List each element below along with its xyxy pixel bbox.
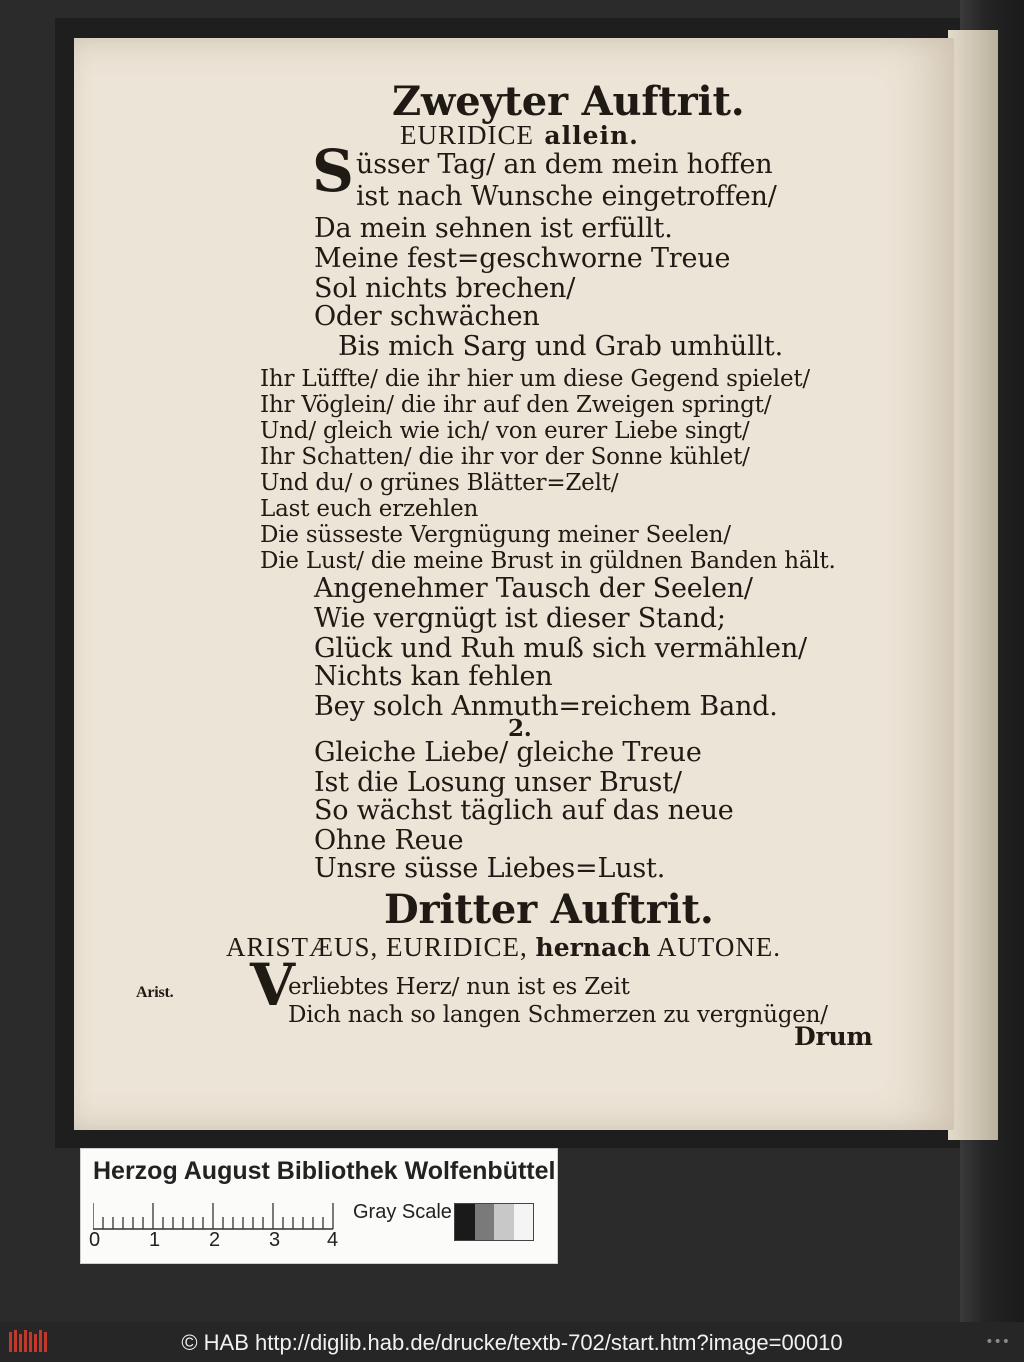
gray-swatch bbox=[494, 1204, 514, 1240]
scene2-cast-name: EURIDICE bbox=[400, 120, 534, 150]
verse-line: Angenehmer Tausch der Seelen/ bbox=[314, 573, 753, 604]
verse-line: üsser Tag/ an dem mein hoffen bbox=[356, 149, 773, 180]
catchword: Drum bbox=[794, 1022, 873, 1051]
gray-swatch bbox=[475, 1204, 495, 1240]
more-icon[interactable]: ••• bbox=[985, 1334, 1010, 1350]
scene3-cast-autone: AUTONE. bbox=[656, 932, 782, 962]
page-text bbox=[74, 38, 954, 1130]
ruler-label: 1 bbox=[149, 1229, 161, 1251]
ruler-label: 4 bbox=[327, 1229, 339, 1251]
scene3-cast-names: ARISTÆUS, EURIDICE, bbox=[226, 932, 528, 962]
ruler-scale bbox=[93, 1201, 343, 1231]
gray-swatch bbox=[455, 1204, 475, 1240]
scene3-cast-hernach: hernach bbox=[535, 933, 651, 962]
verse-line: Glück und Ruh muß sich vermählen/ bbox=[314, 633, 807, 664]
copyright-url[interactable]: © HAB http://diglib.hab.de/drucke/textb-702/start.htm?image=00010 bbox=[181, 1330, 843, 1355]
page-stack-edge bbox=[948, 30, 998, 1140]
verse-line: Die Lust/ die meine Brust in güldnen Banden hält. bbox=[260, 548, 836, 574]
verse-line: Nichts kan fehlen bbox=[314, 661, 553, 692]
verse-line: Gleiche Liebe/ gleiche Treue bbox=[314, 737, 702, 768]
verse-line: Meine fest=geschworne Treue bbox=[314, 243, 731, 274]
ruler-label: 2 bbox=[209, 1229, 221, 1251]
ruler-label: 0 bbox=[89, 1229, 101, 1251]
verse-line: Ihr Schatten/ die ihr vor der Sonne kühlet/ bbox=[260, 444, 750, 470]
verse-line: erliebtes Herz/ nun ist es Zeit bbox=[288, 974, 630, 1000]
ruler-label: 3 bbox=[269, 1229, 281, 1251]
color-calibration-card bbox=[80, 1148, 558, 1264]
scene3-heading: Dritter Auftrit. bbox=[384, 886, 714, 933]
initial-letter-2: V bbox=[250, 951, 295, 1019]
footer-bar bbox=[0, 1322, 1024, 1362]
card-title: Herzog August Bibliothek Wolfenbüttel bbox=[93, 1157, 556, 1185]
verse-line: Und/ gleich wie ich/ von eurer Liebe singt/ bbox=[260, 418, 750, 444]
verse-line: Dich nach so langen Schmerzen zu vergnügen/ bbox=[288, 1002, 828, 1028]
gray-scale-label: Gray Scale bbox=[353, 1201, 452, 1223]
book-page bbox=[74, 38, 954, 1130]
verse-line: Ohne Reue bbox=[314, 825, 464, 856]
speaker-label: Arist. bbox=[136, 984, 174, 1001]
stanza-number: 2. bbox=[508, 715, 532, 742]
scene3-cast bbox=[226, 932, 781, 963]
verse-line: Oder schwächen bbox=[314, 301, 540, 332]
verse-line: Ist die Losung unser Brust/ bbox=[314, 767, 682, 798]
verse-line: Bis mich Sarg und Grab umhüllt. bbox=[338, 331, 783, 362]
initial-letter: S bbox=[312, 137, 354, 205]
gray-swatches bbox=[454, 1203, 534, 1241]
verse-line: ist nach Wunsche eingetroffen/ bbox=[356, 181, 777, 212]
verse-line: Ihr Lüffte/ die ihr hier um diese Gegend spielet/ bbox=[260, 366, 810, 392]
verse-line: Wie vergnügt ist dieser Stand; bbox=[314, 603, 726, 634]
scene2-cast-suffix: allein. bbox=[544, 121, 639, 150]
scene2-cast bbox=[400, 120, 639, 151]
scene2-heading: Zweyter Auftrit. bbox=[392, 78, 745, 125]
verse-line: Last euch erzehlen bbox=[260, 496, 479, 522]
verse-line: Sol nichts brechen/ bbox=[314, 273, 576, 304]
verse-line: Die süsseste Vergnügung meiner Seelen/ bbox=[260, 522, 731, 548]
gray-swatch bbox=[514, 1204, 534, 1240]
verse-line: So wächst täglich auf das neue bbox=[314, 795, 734, 826]
verse-line: Da mein sehnen ist erfüllt. bbox=[314, 213, 673, 244]
verse-line: Ihr Vöglein/ die ihr auf den Zweigen springt/ bbox=[260, 392, 772, 418]
verse-line: Und du/ o grünes Blätter=Zelt/ bbox=[260, 470, 619, 496]
verse-line: Bey solch Anmuth=reichem Band. bbox=[314, 691, 778, 722]
verse-line: Unsre süsse Liebes=Lust. bbox=[314, 853, 666, 884]
